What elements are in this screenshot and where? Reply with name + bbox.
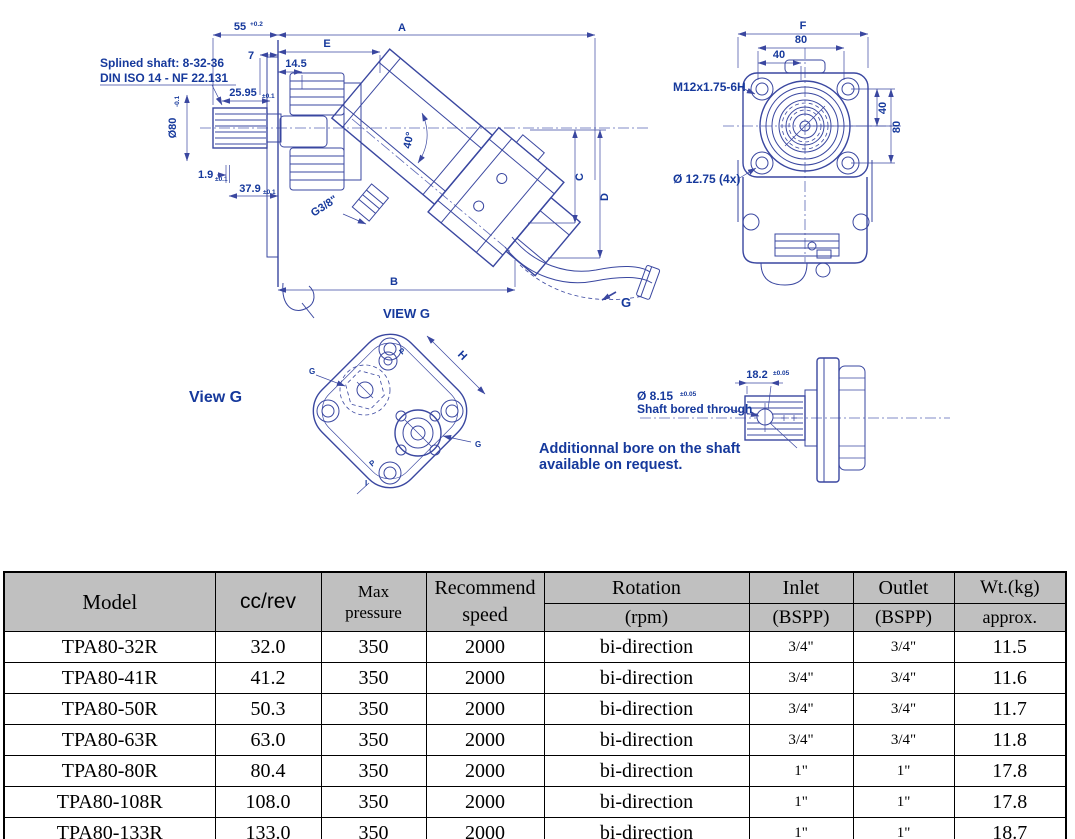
dim-label-7: 7 [247, 50, 255, 62]
cell-inlet: 3/4" [749, 694, 853, 725]
dim-label-1-9: 1.9 [198, 169, 214, 181]
max-pressure-line2: pressure [345, 603, 402, 622]
cell-weight: 17.8 [954, 756, 1066, 787]
cell-max-pressure: 350 [321, 756, 426, 787]
cell-rotation: bi-direction [544, 725, 749, 756]
cell-outlet: 1" [853, 756, 954, 787]
col-header-rotation-unit: (rpm) [544, 604, 749, 632]
cell-rotation: bi-direction [544, 694, 749, 725]
dim-label-37-9-tol: ±0.1 [263, 189, 276, 196]
dim-label-E: E [323, 38, 331, 50]
table-row [4, 787, 1066, 818]
cell-weight: 18.7 [954, 818, 1066, 839]
cell-max-pressure: 350 [321, 663, 426, 694]
cell-model: TPA80-41R [4, 663, 215, 694]
dim-label-A: A [398, 22, 406, 34]
cell-rotation: bi-direction [544, 756, 749, 787]
col-header-model: Model [4, 572, 215, 632]
cell-outlet: 3/4" [853, 694, 954, 725]
table-row [4, 663, 1066, 694]
cell-cc-rev: 32.0 [215, 632, 321, 663]
port-label-p-bottom: P [367, 458, 378, 469]
port-label-g-left: G [309, 367, 316, 376]
dim-label-C: C [574, 173, 586, 181]
cell-model: TPA80-50R [4, 694, 215, 725]
col-header-max-pressure [321, 572, 426, 632]
dim-label-25-95-tol: ±0.1 [262, 93, 275, 100]
dim-label-40-top: 40 [772, 49, 786, 61]
dim-label-80-top: 80 [794, 34, 808, 46]
cell-outlet: 1" [853, 787, 954, 818]
col-header-weight: Wt.(kg) [954, 572, 1066, 604]
port-label-g-right: G [475, 440, 482, 449]
cell-cc-rev: 108.0 [215, 787, 321, 818]
dim-label-14-5: 14.5 [285, 58, 307, 70]
dim-label-1-9-tol: ±0.1 [215, 176, 228, 183]
cell-speed: 2000 [426, 663, 544, 694]
cell-cc-rev: 50.3 [215, 694, 321, 725]
cell-max-pressure: 350 [321, 694, 426, 725]
table-row [4, 818, 1066, 839]
cell-rotation: bi-direction [544, 632, 749, 663]
view-g-title: View G [189, 389, 243, 406]
cell-rotation: bi-direction [544, 663, 749, 694]
bolt-hole-callout: Ø 12.75 (4x) [673, 172, 741, 186]
cell-rotation: bi-direction [544, 787, 749, 818]
drain-port-stub [352, 184, 388, 221]
table-row [4, 725, 1066, 756]
cell-model: TPA80-133R [4, 818, 215, 839]
view-g-caption: VIEW G [383, 306, 430, 321]
dim-label-55-tol: +0.2 [250, 21, 263, 28]
cell-model: TPA80-63R [4, 725, 215, 756]
col-header-rotation: Rotation [544, 572, 749, 604]
bore-dia-label: Ø 8.15 [637, 389, 674, 403]
cell-cc-rev: 133.0 [215, 818, 321, 839]
cell-inlet: 3/4" [749, 663, 853, 694]
dim-label-37-9: 37.9 [239, 183, 261, 195]
cell-weight: 17.8 [954, 787, 1066, 818]
table-row [4, 694, 1066, 725]
dim-label-40deg: 40° [401, 130, 417, 150]
cell-speed: 2000 [426, 787, 544, 818]
dim-label-55: 55 [233, 21, 247, 33]
cell-max-pressure: 350 [321, 818, 426, 839]
cell-cc-rev: 80.4 [215, 756, 321, 787]
cell-inlet: 3/4" [749, 632, 853, 663]
col-header-speed [426, 572, 544, 632]
shaft-note-line1: Additionnal bore on the shaft [539, 441, 741, 457]
cell-max-pressure: 350 [321, 632, 426, 663]
dim-label-g38-port: G3/8" [308, 193, 340, 220]
dim-label-B: B [390, 276, 398, 288]
dim-label-80-right: 80 [891, 120, 903, 134]
cell-max-pressure: 350 [321, 787, 426, 818]
dim-label-dia80-tol: -0.1 [174, 95, 181, 107]
dim-label-D: D [599, 193, 611, 201]
col-header-outlet-unit: (BSPP) [853, 604, 954, 632]
cell-max-pressure: 350 [321, 725, 426, 756]
cell-speed: 2000 [426, 694, 544, 725]
header-row-1 [4, 572, 1066, 604]
dim-label-dia80: Ø80 [167, 117, 179, 139]
speed-line1: Recommend [434, 577, 536, 599]
cell-weight: 11.6 [954, 663, 1066, 694]
bore-sub-label: Shaft bored through [637, 402, 753, 416]
dim-label-25-95: 25.95 [229, 87, 257, 99]
spline-note-line2: DIN ISO 14 - NF 22.131 [100, 71, 229, 85]
cell-inlet: 1" [749, 756, 853, 787]
max-pressure-line1: Max [357, 581, 390, 601]
cell-inlet: 1" [749, 818, 853, 839]
cell-outlet: 3/4" [853, 725, 954, 756]
dim-label-40-right: 40 [877, 101, 889, 115]
bore-dia-tol: ±0.05 [680, 391, 697, 398]
col-header-weight-unit: approx. [954, 604, 1066, 632]
cell-speed: 2000 [426, 818, 544, 839]
cell-inlet: 1" [749, 787, 853, 818]
port-label-p-top: P [397, 346, 408, 357]
cell-rotation: bi-direction [544, 818, 749, 839]
dim-label-18-2: 18.2 [746, 369, 768, 381]
shaft-note-line2: available on request. [539, 457, 683, 473]
cell-model: TPA80-32R [4, 632, 215, 663]
col-header-inlet: Inlet [749, 572, 853, 604]
dim-label-H: H [455, 348, 470, 363]
port-label-i: I [365, 479, 368, 488]
cell-weight: 11.8 [954, 725, 1066, 756]
cell-weight: 11.5 [954, 632, 1066, 663]
cell-speed: 2000 [426, 725, 544, 756]
cell-weight: 11.7 [954, 694, 1066, 725]
cell-speed: 2000 [426, 632, 544, 663]
dim-label-F: F [799, 20, 807, 32]
shaft-detail-drawing [525, 350, 955, 500]
front-view-drawing [665, 10, 1075, 300]
cell-model: TPA80-80R [4, 756, 215, 787]
cell-outlet: 3/4" [853, 663, 954, 694]
speed-line2: speed [462, 604, 508, 626]
spec-table [3, 571, 1067, 839]
col-header-outlet: Outlet [853, 572, 954, 604]
view-g-drawing [175, 320, 525, 515]
cell-speed: 2000 [426, 756, 544, 787]
table-row [4, 756, 1066, 787]
cell-cc-rev: 63.0 [215, 725, 321, 756]
g-arrow-label: G [621, 295, 632, 310]
spline-note-line1: Splined shaft: 8-32-36 [100, 56, 225, 70]
thread-callout: M12x1.75-6H [673, 80, 746, 94]
cell-outlet: 3/4" [853, 632, 954, 663]
cell-inlet: 3/4" [749, 725, 853, 756]
cell-model: TPA80-108R [4, 787, 215, 818]
cell-outlet: 1" [853, 818, 954, 839]
dim-label-18-2-tol: ±0.05 [773, 370, 790, 377]
cell-cc-rev: 41.2 [215, 663, 321, 694]
col-header-cc-rev: cc/rev [215, 572, 321, 632]
table-row [4, 632, 1066, 663]
col-header-inlet-unit: (BSPP) [749, 604, 853, 632]
side-view-drawing [50, 15, 670, 325]
